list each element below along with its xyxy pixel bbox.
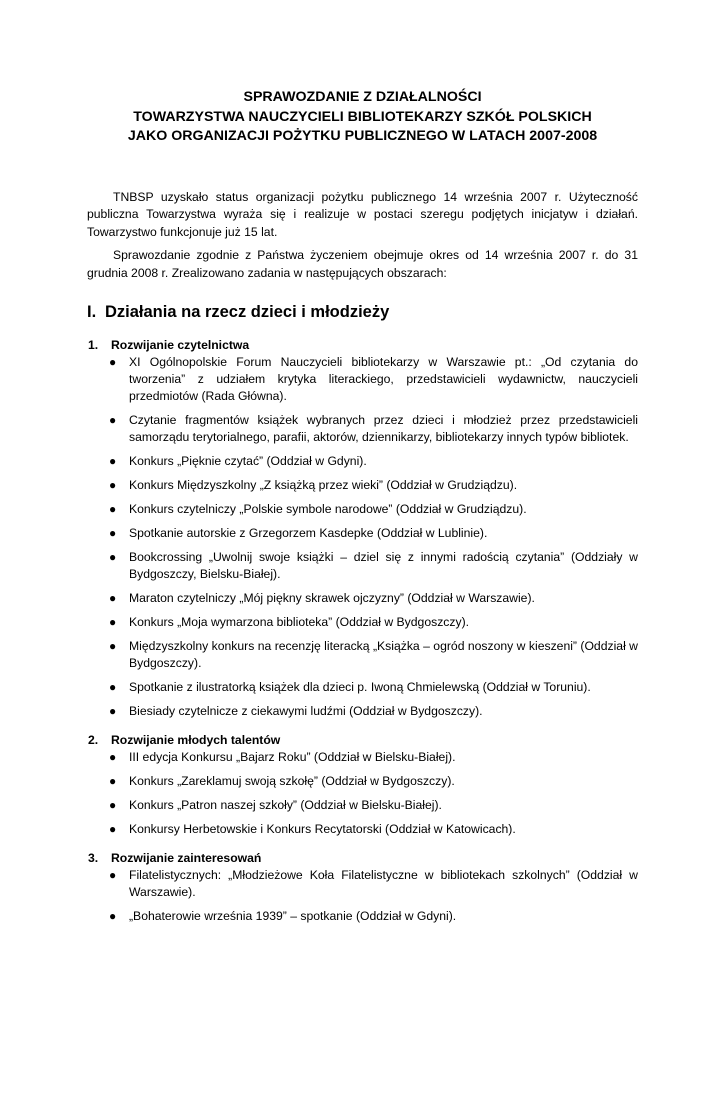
group-heading [87,850,638,867]
group-number: 2. [88,733,99,747]
title-line-3: JAKO ORGANIZACJI POŻYTKU PUBLICZNEGO W LATACH 2007-2008 [127,128,598,144]
list-item [87,549,638,583]
list-item [87,867,638,901]
list-item-text: Maraton czytelniczy „Mój piękny skrawek ojczyzny” (Oddział w Warszawie). [129,591,535,605]
group-number: 1. [88,338,99,352]
list-item-text: Konkurs „Pięknie czytać” (Oddział w Gdyni). [129,454,367,468]
bullet-icon: ● [109,704,117,718]
list-item [87,679,638,696]
list-item-text: Międzyszkolny konkurs na recenzję literacką „Książka – ogród noszony w kieszeni” (Oddział w Bydgoszczy). [129,639,638,670]
section-number: I. [87,303,97,321]
list-item-text: Biesiady czytelnicze z ciekawymi ludźmi (Oddział w Bydgoszczy). [129,704,483,718]
group-interests [87,850,638,925]
title-line-1: SPRAWOZDANIE Z DZIAŁALNOŚCI [243,89,482,105]
document-title [87,88,638,147]
group-title: Rozwijanie zainteresowań [111,851,262,865]
bullet-icon: ● [109,478,117,492]
list-item [87,797,638,814]
list-item-text: Konkurs Międzyszkolny „Z książką przez wieki” (Oddział w Grudziądzu). [129,478,518,492]
list-item-text: III edycja Konkursu „Bajarz Roku” (Oddział w Bielsku-Białej). [129,750,456,764]
bullet-list [87,867,638,925]
bullet-list [87,749,638,838]
group-reading [87,337,638,720]
group-number: 3. [88,851,99,865]
list-item [87,477,638,494]
list-item-text: Konkurs „Zareklamuj swoją szkołę” (Oddział w Bydgoszczy). [129,774,455,788]
list-item-text: Konkursy Herbetowskie i Konkurs Recytatorski (Oddział w Katowicach). [129,822,516,836]
list-item-text: Filatelistycznych: „Młodzieżowe Koła Filatelistyczne w bibliotekach szkolnych” (Oddział w Warszawie). [129,868,638,899]
bullet-icon: ● [109,502,117,516]
bullet-icon: ● [109,909,117,923]
list-item [87,453,638,470]
list-item [87,614,638,631]
intro-paragraph-1: TNBSP uzyskało status organizacji pożytku publicznego 14 września 2007 r. Użyteczność publiczna Towarzystwa wyraża się i realizuje w postaci szeregu podjętych inicjatyw i działań. Towarzystwo funkcjonuje już 15 lat. [87,189,638,239]
bullet-icon: ● [109,413,117,427]
list-item [87,354,638,405]
group-title: Rozwijanie młodych talentów [111,733,281,747]
list-item-text: XI Ogólnopolskie Forum Nauczycieli bibliotekarzy w Warszawie pt.: „Od czytania do tworzenia” z udziałem krytyka literackiego, przedstawicieli wydawnictw, nauczycieli przedmiotów (Rada Główna). [129,355,638,403]
list-item-text: Konkurs czytelniczy „Polskie symbole narodowe” (Oddział w Grudziądzu). [129,502,527,516]
list-item-text: „Bohaterowie września 1939” – spotkanie (Oddział w Gdyni). [129,909,457,923]
list-item [87,412,638,446]
section-title: Działania na rzecz dzieci i młodzieży [105,303,390,321]
intro-paragraph-2: Sprawozdanie zgodnie z Państwa życzeniem obejmuje okres od 14 września 2007 r. do 31 grudnia 2008 r. Zrealizowano zadania w następujących obszarach: [87,248,638,280]
bullet-icon: ● [109,868,117,882]
bullet-icon: ● [109,750,117,764]
group-heading [87,337,638,354]
list-item [87,703,638,720]
list-item-text: Spotkanie z ilustratorką książek dla dzieci p. Iwoną Chmielewską (Oddział w Toruniu). [129,680,591,694]
bullet-icon: ● [109,454,117,468]
group-title: Rozwijanie czytelnictwa [111,338,250,352]
list-item-text: Bookcrossing „Uwolnij swoje książki – dziel się z innymi radością czytania” (Oddziały w Bydgoszczy, Bielsku-Białej). [129,550,638,581]
section-heading [87,302,638,322]
list-item [87,525,638,542]
bullet-list [87,354,638,720]
bullet-icon: ● [109,639,117,653]
list-item [87,749,638,766]
bullet-icon: ● [109,355,117,369]
list-item [87,638,638,672]
bullet-icon: ● [109,526,117,540]
document-page [0,88,724,1112]
group-heading [87,732,638,749]
bullet-icon: ● [109,550,117,564]
list-item-text: Czytanie fragmentów książek wybranych przez dzieci i młodzież przez przedstawicieli samorządu terytorialnego, parafii, aktorów, dziennikarzy, bibliotekarzy innych typów bibliotek. [129,413,638,444]
list-item-text: Konkurs „Patron naszej szkoły” (Oddział w Bielsku-Białej). [129,798,442,812]
list-item-text: Spotkanie autorskie z Grzegorzem Kasdepke (Oddział w Lublinie). [129,526,488,540]
list-item [87,821,638,838]
list-item-text: Konkurs „Moja wymarzona biblioteka” (Oddział w Bydgoszczy). [129,615,470,629]
list-item [87,908,638,925]
bullet-icon: ● [109,591,117,605]
bullet-icon: ● [109,822,117,836]
title-line-2: TOWARZYSTWA NAUCZYCIELI BIBLIOTEKARZY SZKÓŁ POLSKICH [133,108,592,125]
bullet-icon: ● [109,798,117,812]
bullet-icon: ● [109,774,117,788]
bullet-icon: ● [109,680,117,694]
bullet-icon: ● [109,615,117,629]
list-item [87,501,638,518]
list-item [87,590,638,607]
list-item [87,773,638,790]
group-talents [87,732,638,838]
